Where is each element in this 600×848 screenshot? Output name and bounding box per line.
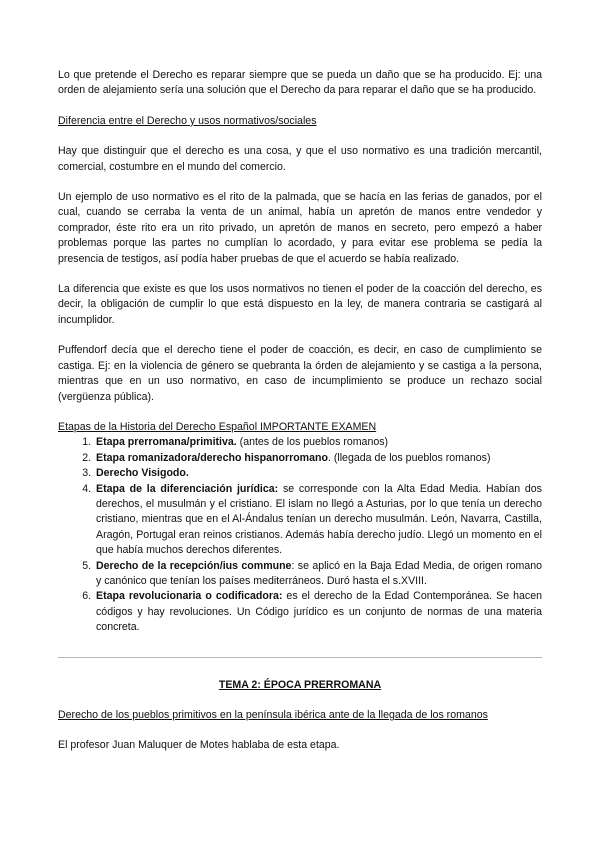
paragraph-rito-palmada: Un ejemplo de uso normativo es el rito de la palmada, que se hacía en las ferias de ganados, por el cual, cuando se cerraba la venta de un animal, había un apretón de manos entre vendedor y comprador, éste rito era un rito privado, un apretón de manos en secreto, pero empezó a haber problemas porque las partes no cumplían lo acordado, y para evitar ese problema se pedía la presencia de testigos, así podía haber pruebas de que el acuerdo se había realizado.: [58, 191, 542, 265]
stage-title: Etapa romanizadora/derecho hispanorromano: [96, 451, 328, 464]
stage-description: es el derecho de la Edad Contemporánea. Se hacen códigos y hay revoluciones. Un Código jurídico es un conjunto de normas de una materia concreta.: [96, 590, 542, 634]
stage-description: . (llegada de los pueblos romanos): [327, 451, 491, 464]
stage-description: : se aplicó en la Baja Edad Media, de origen romano y canónico que tenían los países mediterráneos. Duró hasta el s.XVIII.: [96, 559, 542, 587]
stage-title: Derecho Visigodo.: [96, 467, 189, 480]
stage-title: Etapa de la diferenciación jurídica:: [96, 482, 279, 495]
stages-list: [58, 435, 542, 635]
paragraph-coaccion: La diferencia que existe es que los usos normativos no tienen el poder de la coacción del derecho, es decir, la obligación de cumplir lo que está dispuesto en la ley, de manera contraria se castigará al incumplidor.: [58, 283, 542, 326]
paragraph-reparar-dano: Lo que pretende el Derecho es reparar siempre que se pueda un daño que se ha producido. Ej: una orden de alejamiento sería una solución que el Derecho da para reparar el daño que se ha producido.: [58, 69, 542, 97]
heading-derecho-vs-usos: Diferencia entre el Derecho y usos normativos/sociales: [58, 114, 317, 127]
stage-item: [94, 559, 542, 590]
paragraph-distinguir: Hay que distinguir que el derecho es una cosa, y que el uso normativo es una tradición mercantil, comercial, costumbre en el mundo del comercio.: [58, 145, 542, 173]
heading-etapas-historia: Etapas de la Historia del Derecho Español IMPORTANTE EXAMEN: [58, 420, 377, 433]
horizontal-divider: [58, 657, 542, 658]
stage-item: [94, 589, 542, 635]
heading-pueblos-primitivos: Derecho de los pueblos primitivos en la península ibérica ante de la llegada de los romanos: [58, 709, 488, 721]
section-title: TEMA 2: ÉPOCA PRERROMANA: [218, 678, 382, 691]
stage-title: Etapa revolucionaria o codificadora:: [96, 590, 283, 603]
stage-item: [94, 466, 542, 481]
stage-item: [94, 482, 542, 559]
stage-title: Derecho de la recepción/ius commune: [96, 559, 292, 572]
stage-item: [94, 451, 542, 466]
stage-description: se corresponde con la Alta Edad Media. Habían dos derechos, el musulmán y el cristiano. El islam no llegó a Asturias, por lo que tenía un derecho cristiano, mientras que en el Al-Ándalus tenían un derecho musulmán. León, Navarra, Castilla, Aragón, Portugal eran reinos cristianos. Además había derecho judío. Llegó un momento en el que había muchos derechos diferentes.: [96, 482, 542, 557]
stage-description: (antes de los pueblos romanos): [236, 436, 389, 449]
stage-title: Etapa prerromana/primitiva.: [96, 436, 237, 449]
paragraph-maluquer: El profesor Juan Maluquer de Motes hablaba de esta etapa.: [58, 739, 340, 752]
stage-item: [94, 435, 542, 450]
paragraph-puffendorf: Puffendorf decía que el derecho tiene el poder de coacción, es decir, en caso de cumplimiento se castiga. Ej: en la violencia de género se quebranta la órden de alejamiento y se castiga a la persona, mientras que en un uso normativo, en caso de incumplimiento se produce un rechazo social (vergüenza pública).: [58, 344, 542, 403]
